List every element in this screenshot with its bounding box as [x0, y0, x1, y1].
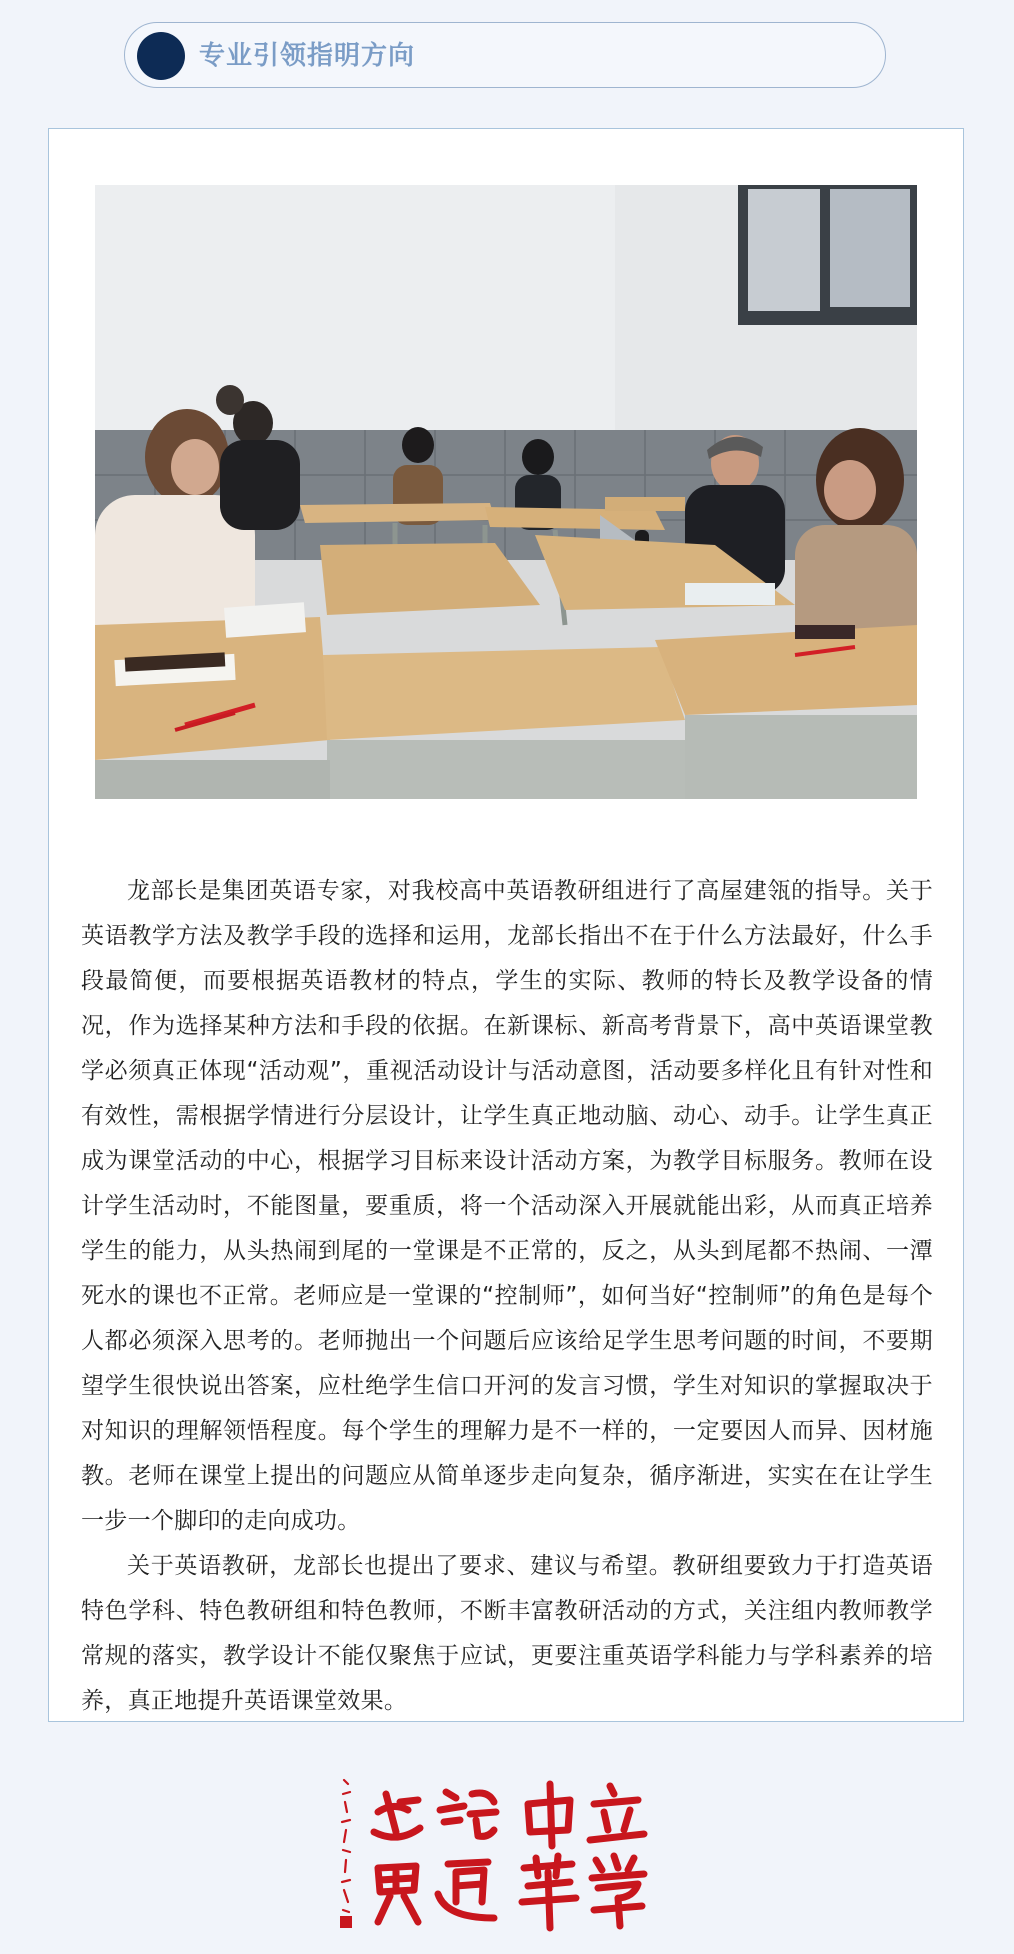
article-paragraph: 龙部长是集团英语专家，对我校高中英语教研组进行了高屋建瓴的指导。关于英语教学方法及教学手段的选择和运用，龙部长指出不在于什么方法最好，什么手段最简便，而要根据英语教材的特点，学生的实际、教师的特长及教学设备的情况，作为选择某种方法和手段的依据。在新课标、新高考背景下，高中英语课堂教学必须真正体现“活动观”，重视活动设计与活动意图，活动要多样化且有针对性和有效性，需根据学情进行分层设计，让学生真正地动脑、动心、动手。让学生真正成为课堂活动的中心，根据学习目标来设计活动方案，为教学目标服务。教师在设计学生活动时，不能图量，要重质，将一个活动深入开展就能出彩，从而真正培养学生的能力，从头热闹到尾的一堂课是不正常的，反之，从头到尾都不热闹、一潭死水的课也不正常。老师应是一堂课的“控制师”，如何当好“控制师”的角色是每个人都必须深入思考的。老师抛出一个问题后应该给足学生思考问题的时间，不要期望学生很快说出答案，应杜绝学生信口开河的发言习惯，学生对知识的掌握取决于对知识的理解领悟程度。每个学生的理解力是不一样的，一定要因人而异、因材施教。老师在课堂上提出的问题应从简单逐步走向复杂，循序渐进，实实在在让学生一步一个脚印的走向成功。	[81, 878, 933, 1534]
article-paragraph: 关于英语教研，龙部长也提出了要求、建议与希望。教研组要致力于打造英语特色学科、特色教研组和特色教师，不断丰富教研活动的方式，关注组内教师教学常规的落实，教学设计不能仅聚焦于应试，更要注重英语学科能力与学科素养的培养，真正地提升英语课堂效果。	[81, 1553, 933, 1714]
header-bullet-dot	[137, 32, 185, 80]
section-title: 专业引领指明方向	[199, 41, 416, 71]
article-body	[81, 869, 933, 1724]
classroom-photo	[95, 185, 917, 799]
section-header	[124, 22, 886, 88]
calligraphy-artwork	[338, 1772, 678, 1932]
content-card	[48, 128, 964, 1722]
